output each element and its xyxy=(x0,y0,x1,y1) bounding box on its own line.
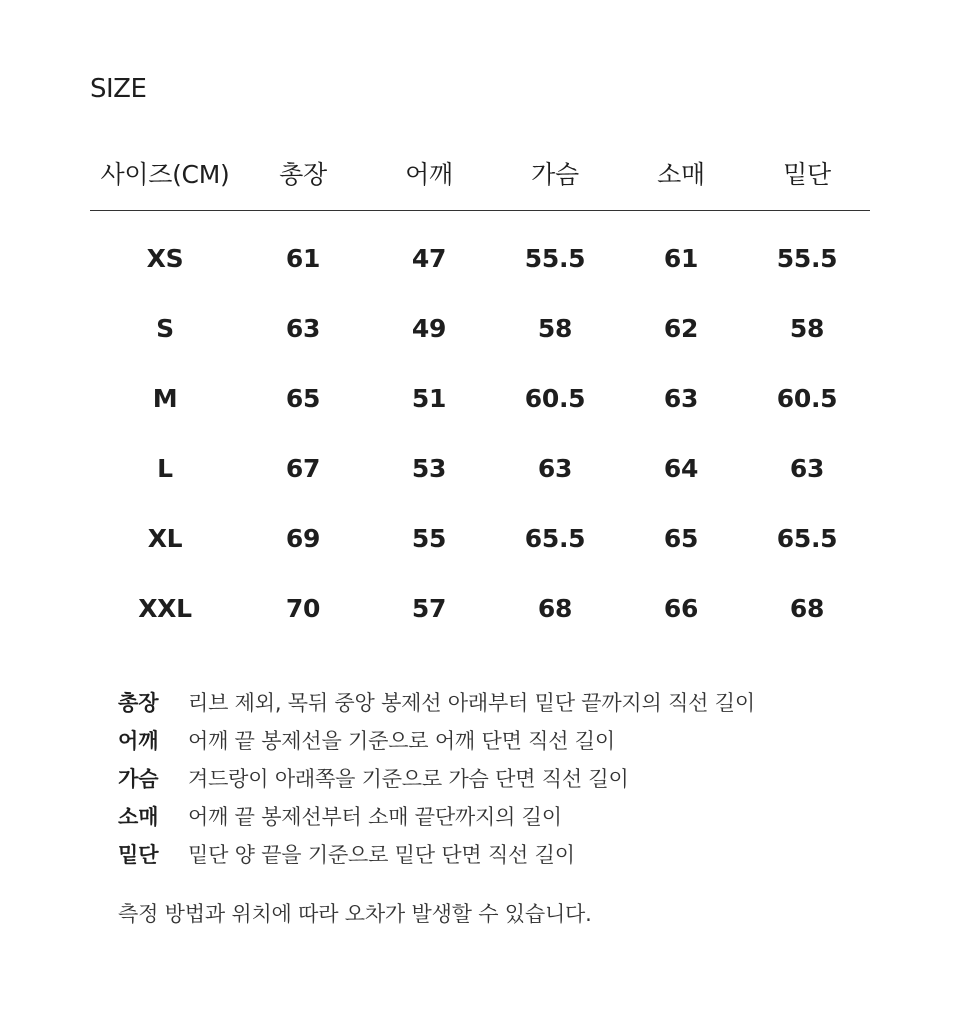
length-value: 69 xyxy=(285,523,321,553)
note-term: 밑단 xyxy=(118,843,159,867)
header-size: 사이즈(CM) xyxy=(100,160,230,189)
shoulder-value: 47 xyxy=(411,243,447,273)
table-row xyxy=(90,223,870,293)
shoulder-value: 55 xyxy=(411,523,447,553)
header-sleeve: 소매 xyxy=(657,160,705,189)
sleeve-value: 65 xyxy=(663,523,699,553)
size-table xyxy=(90,140,870,643)
header-hem: 밑단 xyxy=(783,160,831,189)
note-item xyxy=(118,721,878,759)
size-label: XXL xyxy=(138,593,192,623)
note-description: 어깨 끝 봉제선을 기준으로 어깨 단면 직선 길이 xyxy=(188,729,615,753)
hem-value: 68 xyxy=(789,593,825,623)
sleeve-value: 61 xyxy=(663,243,699,273)
table-row xyxy=(90,293,870,363)
note-item xyxy=(118,797,878,835)
hem-value: 65.5 xyxy=(776,523,838,553)
sleeve-value: 63 xyxy=(663,383,699,413)
note-description: 밑단 양 끝을 기준으로 밑단 단면 직선 길이 xyxy=(188,843,575,867)
length-value: 65 xyxy=(285,383,321,413)
note-term: 소매 xyxy=(118,805,159,829)
size-label: L xyxy=(157,453,173,483)
chest-value: 63 xyxy=(537,453,573,483)
table-header-row xyxy=(90,140,870,211)
length-value: 70 xyxy=(285,593,321,623)
shoulder-value: 57 xyxy=(411,593,447,623)
length-value: 63 xyxy=(285,313,321,343)
note-description: 어깨 끝 봉제선부터 소매 끝단까지의 길이 xyxy=(188,805,562,829)
chest-value: 58 xyxy=(537,313,573,343)
shoulder-value: 53 xyxy=(411,453,447,483)
table-row xyxy=(90,573,870,643)
page-title: SIZE xyxy=(90,74,147,104)
shoulder-value: 49 xyxy=(411,313,447,343)
sleeve-value: 66 xyxy=(663,593,699,623)
disclaimer-text: 측정 방법과 위치에 따라 오차가 발생할 수 있습니다. xyxy=(118,902,592,926)
chest-value: 68 xyxy=(537,593,573,623)
sleeve-value: 62 xyxy=(663,313,699,343)
size-label: XL xyxy=(147,523,183,553)
table-row xyxy=(90,503,870,573)
length-value: 61 xyxy=(285,243,321,273)
shoulder-value: 51 xyxy=(411,383,447,413)
hem-value: 60.5 xyxy=(776,383,838,413)
note-item xyxy=(118,759,878,797)
note-item xyxy=(118,683,878,721)
chest-value: 55.5 xyxy=(524,243,586,273)
note-item xyxy=(118,835,878,873)
hem-value: 63 xyxy=(789,453,825,483)
chest-value: 60.5 xyxy=(524,383,586,413)
note-term: 총장 xyxy=(118,691,159,715)
table-row xyxy=(90,433,870,503)
sleeve-value: 64 xyxy=(663,453,699,483)
length-value: 67 xyxy=(285,453,321,483)
hem-value: 58 xyxy=(789,313,825,343)
table-row xyxy=(90,363,870,433)
measurement-notes xyxy=(118,683,878,873)
note-description: 겨드랑이 아래쪽을 기준으로 가슴 단면 직선 길이 xyxy=(188,767,629,791)
size-label: S xyxy=(156,313,174,343)
chest-value: 65.5 xyxy=(524,523,586,553)
header-shoulder: 어깨 xyxy=(405,160,453,189)
note-term: 가슴 xyxy=(118,767,159,791)
header-chest: 가슴 xyxy=(531,160,579,189)
note-description: 리브 제외, 목뒤 중앙 봉제선 아래부터 밑단 끝까지의 직선 길이 xyxy=(188,691,755,715)
header-length: 총장 xyxy=(279,160,327,189)
hem-value: 55.5 xyxy=(776,243,838,273)
size-label: XS xyxy=(146,243,184,273)
note-term: 어깨 xyxy=(118,729,159,753)
size-label: M xyxy=(152,383,178,413)
